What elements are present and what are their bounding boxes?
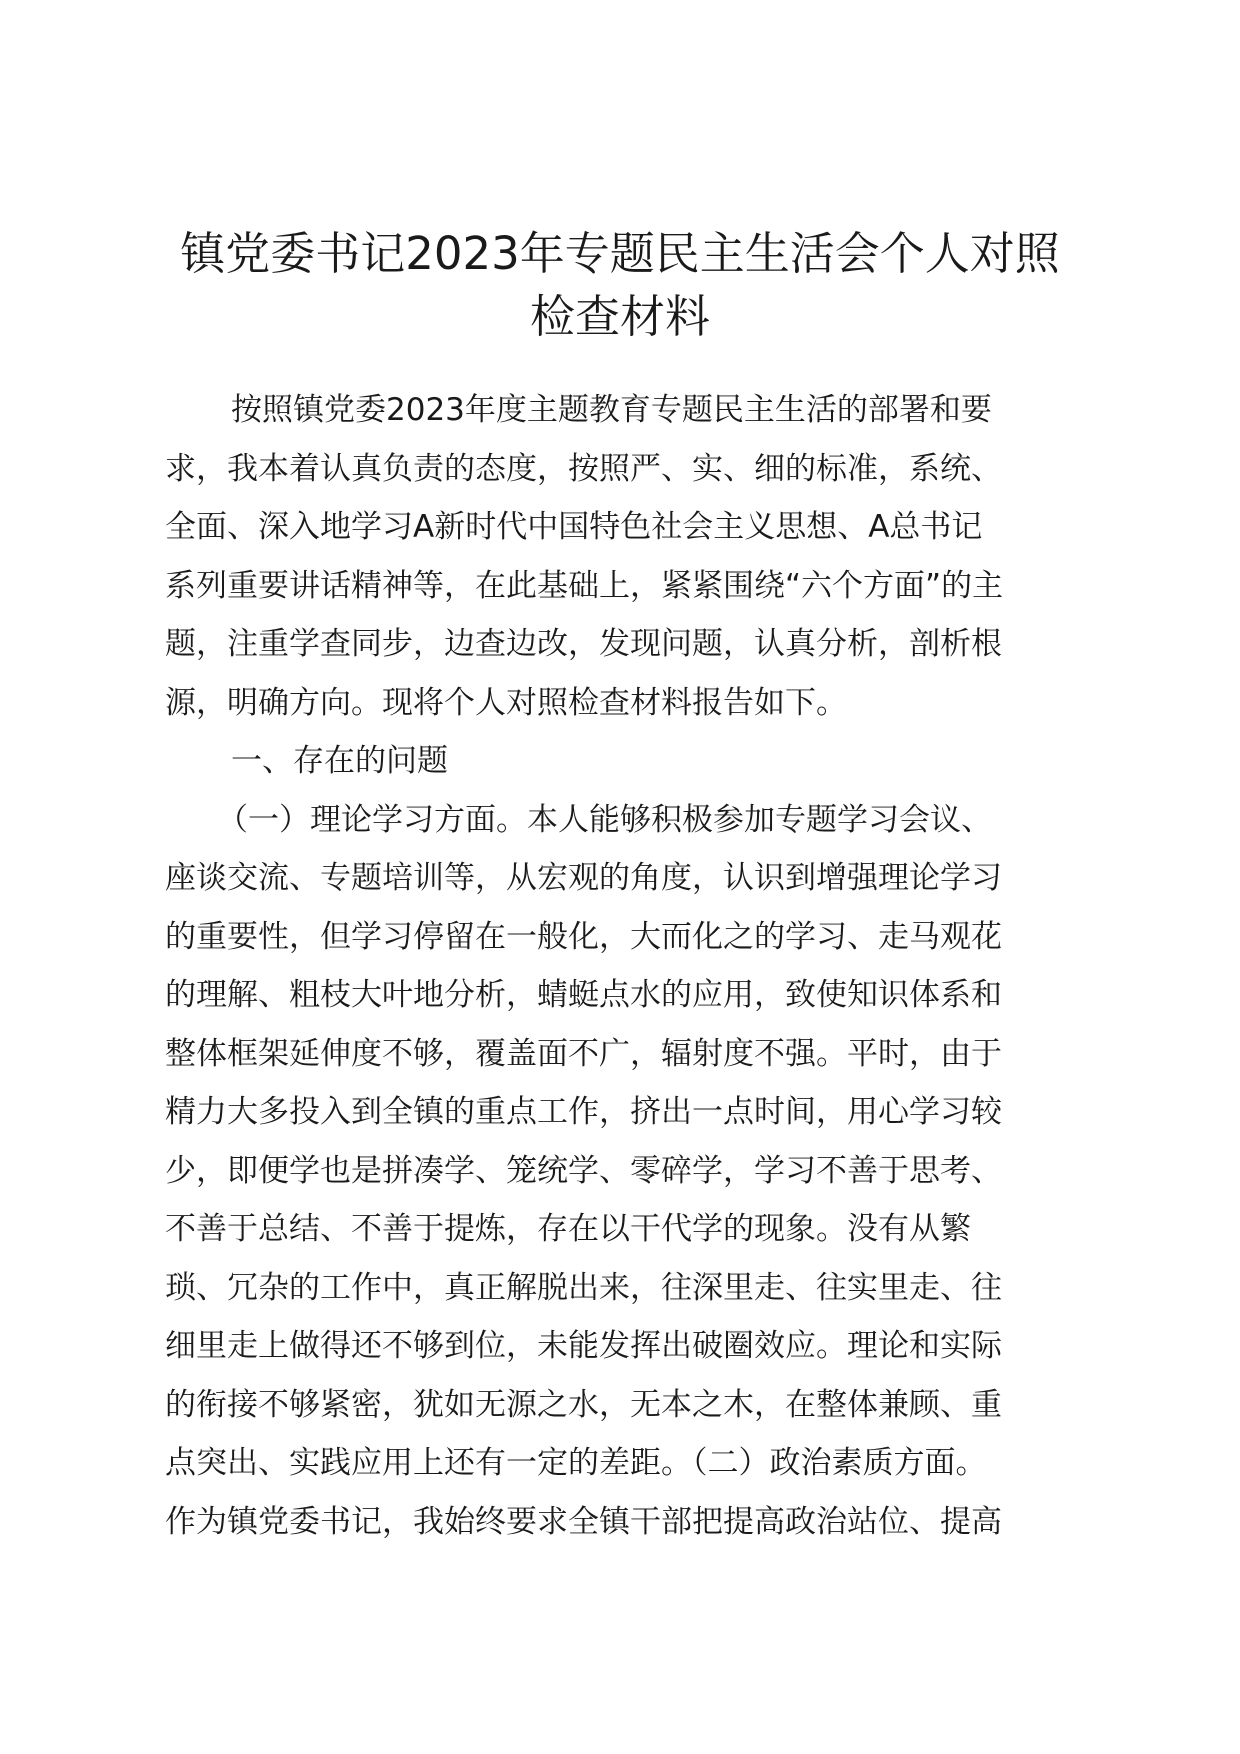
body-line: 源，明确方向。现将个人对照检查材料报告如下。 <box>165 684 847 721</box>
body-line: 的重要性，但学习停留在一般化，大而化之的学习、走马观花 <box>165 918 1002 955</box>
body-line: 全面、深入地学习A新时代中国特色社会主义思想、A总书记 <box>165 509 983 545</box>
body-line: 精力大多投入到全镇的重点工作，挤出一点时间，用心学习较 <box>165 1094 1002 1130</box>
body-line: （一）理论学习方面。本人能够积极参加专题学习会议、 <box>217 801 992 838</box>
body-line: 点突出、实践应用上还有一定的差距。（二）政治素质方面。 <box>165 1445 987 1481</box>
body-line: 求，我本着认真负责的态度，按照严、实、细的标准，系统、 <box>165 450 1002 487</box>
document-title <box>150 222 1090 348</box>
body-line: 的理解、粗枝大叶地分析，蜻蜓点水的应用，致使知识体系和 <box>165 977 1002 1013</box>
title-line-2: 检查材料 <box>529 290 710 343</box>
title-line-1: 镇党委书记2023年专题民主生活会个人对照 <box>180 227 1060 280</box>
body-line: 细里走上做得还不够到位，未能发挥出破圈效应。理论和实际 <box>165 1328 1002 1364</box>
body-line: 题，注重学查同步，边查边改，发现问题，认真分析，剖析根 <box>165 626 1002 662</box>
body-line: 座谈交流、专题培训等，从宏观的角度，认识到增强理论学习 <box>165 860 1002 896</box>
body-line: 琐、冗杂的工作中，真正解脱出来，往深里走、往实里走、往 <box>165 1269 1002 1306</box>
body-line: 不善于总结、不善于提炼，存在以干代学的现象。没有从繁 <box>165 1211 971 1247</box>
body-line: 按照镇党委2023年度主题教育专题民主生活的部署和要 <box>231 392 992 428</box>
body-line: 的衔接不够紧密，犹如无源之水，无本之木，在整体兼顾、重 <box>165 1386 1002 1423</box>
body-line: 少，即便学也是拼凑学、笼统学、零碎学，学习不善于思考、 <box>165 1152 1002 1189</box>
document-body <box>165 381 1083 1551</box>
body-line: 系列重要讲话精神等，在此基础上，紧紧围绕“六个方面”的主 <box>165 567 1004 604</box>
body-line: 整体框架延伸度不够，覆盖面不广，辐射度不强。平时，由于 <box>165 1035 1002 1072</box>
body-line: 作为镇党委书记，我始终要求全镇干部把提高政治站位、提高 <box>165 1503 1002 1540</box>
section-heading: 一、存在的问题 <box>231 743 448 779</box>
